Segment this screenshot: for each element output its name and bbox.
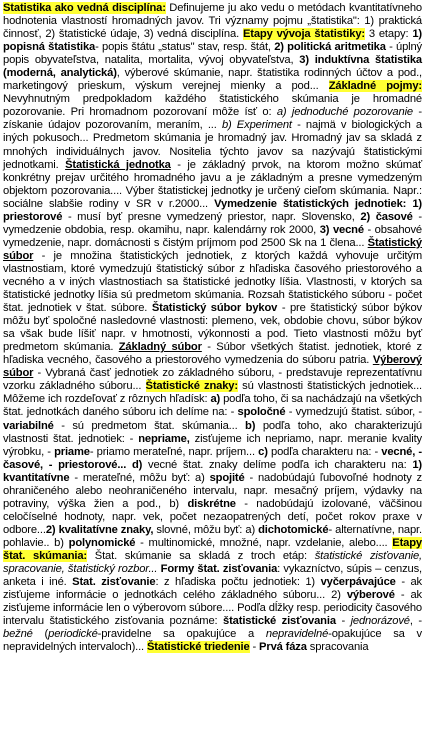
term-exhaustive: vyčerpávajúce bbox=[320, 576, 396, 589]
body-text: - je základný prvok, na ktorom možno skúmať konkrétny prejav určitého hromadného javu a je základným a presne vymedzeným objektom pozorovania.... Výber štatistickej jednotky je určený cieľom skúmania. Napr.: sociálne slabšie rodiny v SR v r.2000... bbox=[3, 158, 422, 210]
term-continuous: spojité bbox=[209, 471, 245, 484]
body-text: podľa toho, ako charakterizujú vlastnosti štat. jednotiek: - bbox=[3, 419, 422, 445]
body-text: - bbox=[249, 641, 260, 654]
body-text: sú vlastnosti štatistických jednotiek... Môžeme ich rozdeľovať z rôznych hľadísk: bbox=[3, 380, 422, 406]
heading-basic-set: Základný súbor bbox=[118, 341, 202, 354]
body-text: Nevyhnutným predpokladom každého štatistického skúmania je hromadné pozorovanie. Pri hromadnom pozorovaní môže ísť o: bbox=[3, 93, 422, 119]
term-survey-forms: Formy štat. zisťovania bbox=[160, 563, 278, 576]
body-text: vecné štat. znaky delíme podľa ich charakteru na: bbox=[142, 458, 413, 471]
heading-statistical-set: Štatistický súbor bbox=[3, 236, 422, 262]
term-quantitative: 1) kvantitatívne bbox=[3, 458, 422, 484]
term-descriptive-statistics: 1) popisná štatistika bbox=[3, 28, 422, 54]
term-direct: priame bbox=[54, 445, 90, 458]
body-text: -pravidelne sa opakujúce a bbox=[97, 628, 266, 641]
term-first-phase: Prvá fáza bbox=[259, 641, 307, 654]
term-qualitative: 2) kvalitatívne znaky, bbox=[45, 523, 154, 536]
body-text: 3 etapy: bbox=[364, 28, 413, 41]
body-text: - priamo merateľné, napr. príjem... bbox=[89, 445, 259, 458]
heading-statistics-discipline: Statistika ako vedná disciplína: bbox=[3, 2, 166, 14]
body-text: , výberové skúmanie, napr. štatistika rodinných účtov a pod., marketingový prieskum, výskum verejnej mienky a pod... bbox=[3, 67, 422, 93]
term-material: 3) vecné bbox=[319, 223, 364, 236]
term-survey: Stat. zisťovanie bbox=[72, 576, 156, 589]
body-text: slovné, môžu byť: a) bbox=[153, 523, 259, 536]
term-statistical-surveys: štatistické zisťovania bbox=[223, 615, 336, 628]
list-marker: d) bbox=[131, 458, 143, 471]
term-one-time: jednorázové bbox=[350, 615, 410, 628]
body-text: - popis štátu „status" stav, resp. štát, bbox=[95, 41, 275, 54]
term-periodic: periodické bbox=[48, 628, 98, 641]
body-text: - alternatívne, napr. pohlavie.. b) bbox=[3, 523, 422, 549]
body-text: Definujeme ju ako vedu o metódach kvantitatívneho hodnotenia vlastností hromadných javov. Tri významy pojmu „štatistika": 1) praktická činnosť, 2) štatistické údaje, 3) vedná disciplína. bbox=[3, 2, 422, 41]
term-discrete: diskrétne bbox=[187, 497, 236, 510]
heading-sample-set: Výberový súbor bbox=[3, 354, 422, 380]
term-indirect: nepriame, bbox=[138, 432, 190, 445]
document-paragraph bbox=[3, 2, 422, 654]
body-text: - nadobúdajú ľubovoľné hodnoty z ohraničeného alebo neohraničeného intervalu, napr. mesačný príjem, výdavky na potraviny, výška žien a pod., b) bbox=[3, 471, 422, 510]
body-text: - sú predmetom štat. skúmania... bbox=[53, 419, 246, 432]
term-polynomic: polynomické bbox=[68, 536, 136, 549]
term-common: spoločné bbox=[237, 406, 286, 419]
body-text: - pre štatistický súbor býkov môžu byť spoločné nasledovné vlastnosti: plemeno, vek, obdobie chovu, súbor býkov sa však bude líšiť napr. v hmotnosti, výkonnosti a pod. Tieto vlastnosti môžu byť predmetom skúmania. bbox=[3, 302, 422, 354]
body-text: podľa toho, či sa nachádzajú na všetkých štat. jednotkách daného súboru ich delíme na: - bbox=[3, 393, 422, 419]
term-unit-delimitation: Vymedzenie štatistických jednotiek: 1) priestorové bbox=[3, 197, 422, 223]
body-text: - bbox=[335, 615, 351, 628]
body-text: - najmä v biologických a iných pokusoch... Predmetom skúmania je hromadný jav. Hromadný jav sa skladá z mnohých individuálnych javov. Nositelia týchto javov sa nazývajú štatistickými jednotkami. bbox=[3, 119, 422, 171]
body-text: - ak zisťujeme informácie len o výberovom súbore.... Podľa dĺžky resp. periodicity časového intervalu štatistického zisťovania poznáme: bbox=[3, 589, 422, 628]
term-bull-set: Štatistický súbor bykov bbox=[151, 302, 278, 315]
term-sampling: výberové bbox=[346, 589, 395, 602]
heading-statistical-sorting: Štatistické triedenie bbox=[146, 641, 250, 654]
term-simple-observation: a) jednoduché pozorovanie bbox=[276, 106, 413, 119]
body-text: , - bbox=[409, 615, 422, 628]
body-text: - nadobúdajú izolované, väčšinou celočíselné hodnoty, napr. vek, počet nezaopatrených detí, počet rokov praxe v odbore... bbox=[3, 497, 422, 536]
body-text: - obsahové vymedzenie, napr. domácnosti s čistým príjmom pod 2500 Sk na 1 člena... bbox=[3, 223, 423, 249]
body-text: - úplný popis obyvateľstva, natalita, mortalita, vývoj obyvateľstva, bbox=[3, 41, 422, 67]
term-experiment: b) Experiment bbox=[221, 119, 292, 132]
term-temporal: 2) časové bbox=[360, 210, 413, 223]
heading-basic-concepts: Základné pojmy: bbox=[328, 80, 422, 93]
body-text: - vymedzujú štatist. súbor, - bbox=[285, 406, 422, 419]
body-text: ( bbox=[32, 628, 49, 641]
term-variable: variabilné bbox=[3, 419, 54, 432]
body-text: -opakujúce sa v nepravidelných intervaloch)... bbox=[3, 628, 422, 654]
body-text: zisťujeme ich nepriamo, napr. meranie kvality výrobku, - bbox=[3, 432, 422, 458]
term-research-phases: štatistické zisťovanie, spracovanie, štatistický rozbor... bbox=[3, 549, 423, 576]
body-text: - Vybraná časť jednotiek zo základného súboru, - predstavuje reprezentatívnu vzorku základného súboru... bbox=[3, 367, 422, 393]
body-text: : z hľadiska počtu jednotiek: 1) bbox=[155, 576, 321, 589]
list-marker: b) bbox=[245, 419, 256, 432]
term-material-temporal-spatial: vecné, - časové, - priestorové... bbox=[3, 445, 422, 471]
body-text: -vymedzenie obdobia, resp. okamihu, napr. kalendárny rok 2000, bbox=[3, 210, 422, 236]
body-text: spracovania bbox=[306, 641, 369, 654]
body-text: - získanie údajov pozorovaním, meraním, ... bbox=[3, 106, 422, 132]
heading-research-stages: Etapy štat. skúmania: bbox=[3, 536, 422, 562]
body-text: - musí byť presne vymedzený priestor, napr. Slovensko, bbox=[62, 210, 361, 223]
body-text: podľa charakteru na: - bbox=[267, 445, 382, 458]
body-text: - je množina štatistických jednotiek, z ktorých každá vyhovuje určitým vlastnostiam, ktoré vymedzujú štatistický súbor z hľadiska časového priestorového a vecného a v iných vlastnostiach sa štatistické jednotky líšia. Vlastnosti, v ktorých sa štatistické jednotky líšia sú predmetom skúmania. Rozsah štatistického súboru - počet štat. jednotiek v štat. súbore. bbox=[3, 249, 422, 315]
heading-statistical-attributes: Štatistické znaky: bbox=[145, 380, 238, 393]
body-text: Štat. skúmanie sa skladá z troch etáp: bbox=[87, 549, 315, 562]
term-current: bežné bbox=[3, 628, 33, 641]
heading-statistical-unit: Štatistická jednotka bbox=[65, 158, 171, 171]
term-inductive-statistics: 3) induktívna štatistika (moderná, analytická) bbox=[3, 54, 422, 80]
list-marker: a) bbox=[210, 393, 221, 406]
term-dichotomic: dichotomické bbox=[258, 523, 329, 536]
body-text: : vykazníctvo, súpis – cenzus, anketa i iné. bbox=[3, 563, 422, 589]
term-political-arithmetic: 2) politická aritmetika bbox=[274, 41, 386, 54]
list-marker: c) bbox=[258, 445, 268, 458]
term-irregular: nepravidelné bbox=[265, 628, 329, 641]
body-text: - multinomické, množné, napr. vzdelanie, alebo.... bbox=[135, 536, 393, 549]
body-text: - merateľné, môžu byť: a) bbox=[69, 471, 210, 484]
body-text: - ak zisťujeme informácie o jednotkách celého základného súboru... 2) bbox=[3, 576, 422, 602]
heading-development-stages: Etapy vývoja štatistiky: bbox=[242, 28, 365, 41]
body-text: - Súbor všetkých štatist. jednotiek, ktoré z hľadiska vecného, časového a priestorového vymedzenia do súboru patria. bbox=[3, 341, 422, 367]
